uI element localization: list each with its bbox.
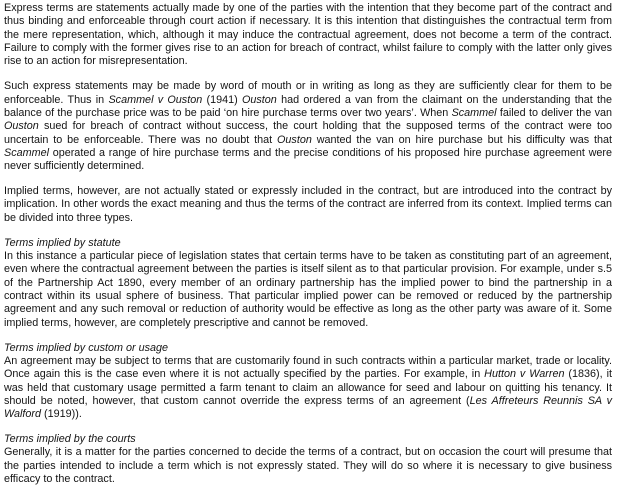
document-page [4,2,612,487]
section-body [4,355,612,422]
text-segment: had ordered a van from the claimant on the understanding that the balance of the purchase price was to be paid ‘on hire purchase terms over two years’. When [4,93,613,119]
section-body: In this instance a particular piece of legislation states that certain terms have to be taken as constituting part of an agreement, even where the contractual agreement between the parties is itself silent as to that particular provision. For example, under s.5 of the Partnership Act 1890, every member of an ordinary partnership has the implied power to bind the partnership in a contract within its usual sphere of business. That particular implied power can be removed or reduced by the partnership agreement and any such removal or reduction of authority would be effective as long as the other party was aware of it. Some implied terms, however, are completely prescriptive and cannot be removed. [4,250,612,329]
text-segment: wanted the van on hire purchase but his difficulty was that [311,133,612,146]
party-name: Scammel [4,146,49,159]
paragraph-express-statements [4,80,612,173]
text-segment: (1941) [202,93,242,106]
section-heading: Terms implied by statute [4,236,121,249]
text-segment: failed to deliver the van [496,106,612,119]
party-name: Scammel [451,106,497,119]
section-heading: Terms implied by the courts [4,433,136,446]
text-segment: (1919)). [41,408,82,421]
paragraph-implied-terms-intro: Implied terms, however, are not actually stated or expressly included in the contract, but are introduced into the contract by implication. In other words the exact meaning and thus the terms of the contract are inferred from its context. Implied terms can be divided into three types. [4,185,612,224]
paragraph-express-terms: Express terms are statements actually made by one of the parties with the intention that they become part of the contract and thus binding and enforceable through court action if necessary. It is this intention that distinguishes the contractual term from the mere representation, which, although it may induce the contractual agreement, does not become a term of the contract. Failure to comply with the former gives rise to an action for breach of contract, whilst failure to comply with the latter only gives rise to an action for misrepresentation. [4,2,612,68]
party-name: Ouston [277,133,312,146]
text-segment: sued for breach of contract without success, the court holding that the supposed terms of the contract were too uncertain to be enforceable. There was no doubt that [4,120,612,146]
party-name: Ouston [242,93,277,106]
party-name: Ouston [4,120,39,133]
section-terms-implied-by-statute [4,237,612,330]
section-terms-implied-by-courts [4,433,612,486]
case-name: Les Affreteurs Reunnis SA v Walford [4,394,613,421]
section-heading: Terms implied by custom or usage [4,341,169,354]
section-body: Generally, it is a matter for the parties concerned to decide the terms of a contract, but on occasion the court will presume that the parties intended to include a term which is not expressly stated. They will do so where it is necessary to give business efficacy to the contract. [4,446,612,486]
text-segment: Such express statements may be made by word of mouth or in writing as long as they are sufficiently clear for them to be enforceable. Thus in [4,80,612,106]
text-segment: operated a range of hire purchase terms and the precise conditions of his proposed hire purchase agreement were never sufficiently determined. [4,146,612,173]
case-name: Scammel v Ouston [108,93,203,106]
case-name: Hutton v Warren [484,368,565,381]
text-segment: (1836), it was held that customary usage permitted a farm tenant to claim an allowance for seed and labour on quitting his tenancy. It should be noted, however, that custom cannot override the express terms of an agreement ( [4,368,612,407]
text-segment: An agreement may be subject to terms that are customarily found in such contracts within a particular market, trade or locality. Once again this is the case even where it is not actually specified by the parties. For example, in [4,354,612,381]
section-terms-implied-by-custom [4,342,612,422]
